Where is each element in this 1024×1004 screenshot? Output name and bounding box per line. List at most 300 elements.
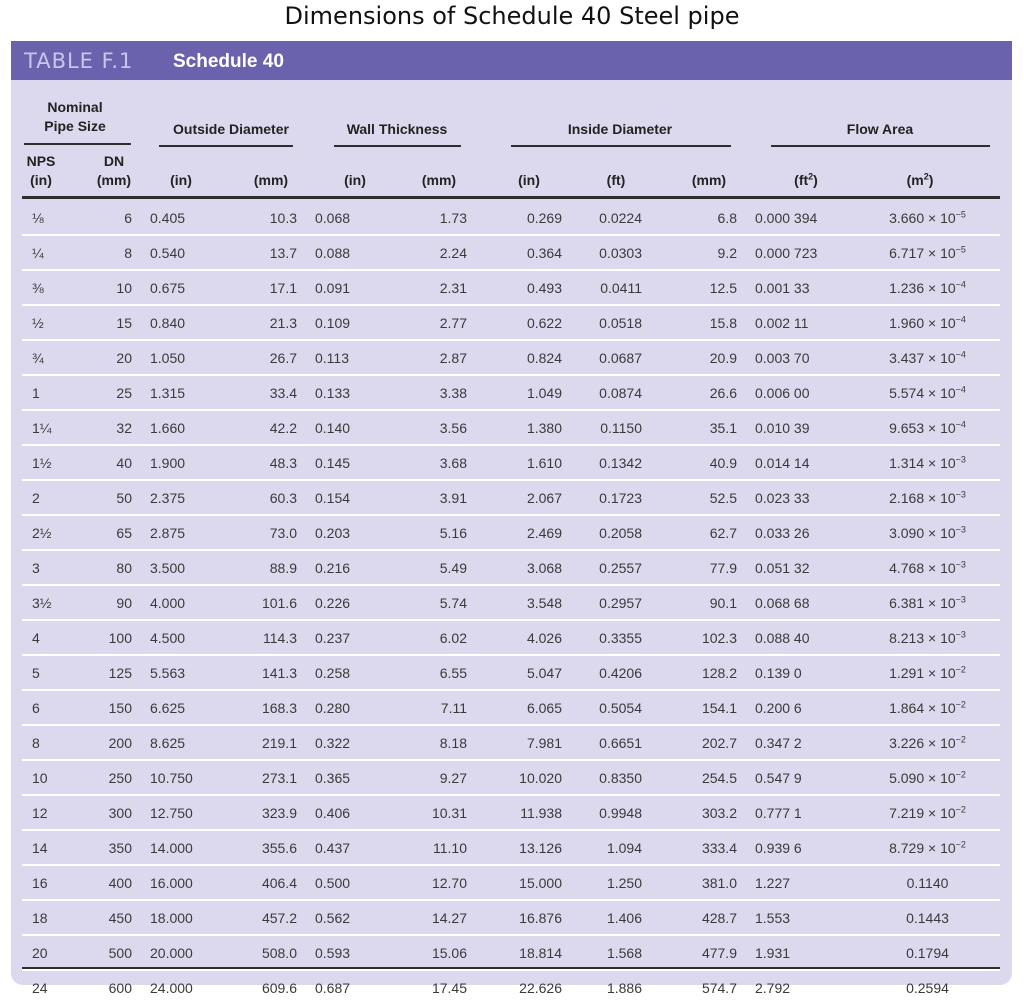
cell-dn: 80 bbox=[62, 550, 140, 585]
cell-od-in: 0.840 bbox=[140, 305, 225, 340]
cell-nps: 4 bbox=[22, 620, 62, 655]
cell-wt-in: 0.088 bbox=[305, 235, 390, 270]
fa-m2-exponent: −3 bbox=[955, 453, 966, 464]
cell-od-mm: 42.2 bbox=[225, 410, 305, 445]
cell-fa-ft2: 0.068 68 bbox=[745, 585, 855, 620]
cell-wt-mm: 10.31 bbox=[390, 795, 475, 830]
fa-m2-exponent: −4 bbox=[955, 313, 966, 324]
table-row bbox=[22, 305, 1000, 340]
cell-nps: ¼ bbox=[22, 235, 62, 270]
cell-od-in: 18.000 bbox=[140, 900, 225, 935]
cell-id-in: 2.469 bbox=[475, 515, 570, 550]
cell-od-mm: 21.3 bbox=[225, 305, 305, 340]
cell-nps: ⅜ bbox=[22, 270, 62, 305]
table-row bbox=[22, 865, 1000, 900]
cell-od-mm: 168.3 bbox=[225, 690, 305, 725]
cell-fa-ft2: 0.033 26 bbox=[745, 515, 855, 550]
cell-wt-in: 0.226 bbox=[305, 585, 390, 620]
cell-od-in: 12.750 bbox=[140, 795, 225, 830]
table-row bbox=[22, 900, 1000, 935]
cell-dn: 90 bbox=[62, 585, 140, 620]
cell-nps: ⅛ bbox=[22, 201, 62, 235]
cell-wt-in: 0.216 bbox=[305, 550, 390, 585]
cell-fa-m2 bbox=[855, 655, 1000, 690]
cell-fa-ft2: 0.051 32 bbox=[745, 550, 855, 585]
cell-id-ft: 0.6651 bbox=[570, 725, 650, 760]
cell-nps: 8 bbox=[22, 725, 62, 760]
cell-id-in: 0.493 bbox=[475, 270, 570, 305]
cell-fa-ft2: 0.014 14 bbox=[745, 445, 855, 480]
fa-m2-mantissa: 6.717 × 10 bbox=[889, 244, 956, 261]
cell-od-in: 0.675 bbox=[140, 270, 225, 305]
header-rule-nominal bbox=[24, 143, 131, 145]
cell-dn: 450 bbox=[62, 900, 140, 935]
header-nominal-line2: Pipe Size bbox=[44, 118, 106, 134]
table-row bbox=[22, 620, 1000, 655]
cell-nps: 1¼ bbox=[22, 410, 62, 445]
table-row bbox=[22, 550, 1000, 585]
header-rule-wall bbox=[334, 145, 461, 147]
table-label: TABLE F.1 bbox=[24, 49, 134, 73]
header-nps bbox=[22, 152, 60, 190]
cell-id-in: 3.548 bbox=[475, 585, 570, 620]
cell-nps: ½ bbox=[22, 305, 62, 340]
cell-wt-in: 0.140 bbox=[305, 410, 390, 445]
header-dn-name: DN bbox=[103, 153, 125, 169]
cell-fa-m2 bbox=[855, 550, 1000, 585]
cell-id-ft: 0.2557 bbox=[570, 550, 650, 585]
header-nps-name: NPS bbox=[26, 153, 56, 169]
header-dn bbox=[93, 152, 135, 190]
cell-id-in: 0.824 bbox=[475, 340, 570, 375]
header-outside-diameter: Outside Diameter bbox=[173, 121, 289, 137]
cell-wt-mm: 6.02 bbox=[390, 620, 475, 655]
cell-wt-mm: 8.18 bbox=[390, 725, 475, 760]
cell-od-mm: 406.4 bbox=[225, 865, 305, 900]
cell-wt-mm: 2.87 bbox=[390, 340, 475, 375]
cell-od-mm: 101.6 bbox=[225, 585, 305, 620]
cell-id-in: 3.068 bbox=[475, 550, 570, 585]
fa-m2-exponent: −5 bbox=[955, 208, 966, 219]
cell-dn: 200 bbox=[62, 725, 140, 760]
cell-od-in: 0.540 bbox=[140, 235, 225, 270]
cell-nps: 18 bbox=[22, 900, 62, 935]
cell-wt-mm: 3.38 bbox=[390, 375, 475, 410]
header-rule-inside bbox=[511, 145, 731, 147]
cell-wt-in: 0.593 bbox=[305, 935, 390, 970]
fa-m2-exponent: −4 bbox=[955, 383, 966, 394]
fa-m2-mantissa: 6.381 × 10 bbox=[889, 594, 956, 611]
table-row bbox=[22, 935, 1000, 970]
header-id-in: (in) bbox=[518, 172, 540, 188]
header-nps-unit: (in) bbox=[30, 172, 52, 188]
cell-od-in: 1.660 bbox=[140, 410, 225, 445]
cell-fa-ft2: 0.010 39 bbox=[745, 410, 855, 445]
cell-wt-mm: 2.24 bbox=[390, 235, 475, 270]
cell-dn: 125 bbox=[62, 655, 140, 690]
cell-wt-mm: 15.06 bbox=[390, 935, 475, 970]
table-row bbox=[22, 725, 1000, 760]
header-fa-m2-pre: (m bbox=[906, 172, 924, 188]
cell-id-in: 4.026 bbox=[475, 620, 570, 655]
header-rule-flow bbox=[771, 145, 990, 147]
cell-fa-ft2: 0.139 0 bbox=[745, 655, 855, 690]
cell-id-in: 10.020 bbox=[475, 760, 570, 795]
cell-wt-mm: 14.27 bbox=[390, 900, 475, 935]
fa-m2-mantissa: 5.090 × 10 bbox=[889, 769, 956, 786]
cell-id-in: 6.065 bbox=[475, 690, 570, 725]
cell-id-ft: 0.1150 bbox=[570, 410, 650, 445]
cell-od-mm: 60.3 bbox=[225, 480, 305, 515]
cell-od-mm: 273.1 bbox=[225, 760, 305, 795]
table-row bbox=[22, 655, 1000, 690]
cell-nps: ¾ bbox=[22, 340, 62, 375]
cell-id-ft: 0.5054 bbox=[570, 690, 650, 725]
cell-id-in: 13.126 bbox=[475, 830, 570, 865]
cell-od-in: 2.875 bbox=[140, 515, 225, 550]
cell-wt-mm: 3.91 bbox=[390, 480, 475, 515]
cell-fa-ft2: 0.347 2 bbox=[745, 725, 855, 760]
table-row bbox=[22, 690, 1000, 725]
header-bottom-rule bbox=[22, 196, 1000, 199]
header-id-mm: (mm) bbox=[691, 172, 727, 188]
cell-wt-in: 0.237 bbox=[305, 620, 390, 655]
cell-fa-m2 bbox=[855, 410, 1000, 445]
cell-id-in: 0.364 bbox=[475, 235, 570, 270]
header-nominal-pipe-size bbox=[25, 98, 125, 136]
cell-id-in: 1.610 bbox=[475, 445, 570, 480]
cell-fa-ft2: 0.000 394 bbox=[745, 201, 855, 235]
cell-fa-ft2: 0.088 40 bbox=[745, 620, 855, 655]
cell-fa-m2 bbox=[855, 795, 1000, 830]
fa-m2-mantissa: 1.864 × 10 bbox=[889, 699, 956, 716]
cell-id-mm: 128.2 bbox=[650, 655, 745, 690]
cell-id-ft: 0.0411 bbox=[570, 270, 650, 305]
cell-od-mm: 10.3 bbox=[225, 201, 305, 235]
cell-od-mm: 141.3 bbox=[225, 655, 305, 690]
cell-od-mm: 114.3 bbox=[225, 620, 305, 655]
header-fa-m2-sup: 2 bbox=[923, 171, 929, 182]
cell-od-in: 1.900 bbox=[140, 445, 225, 480]
cell-od-in: 1.050 bbox=[140, 340, 225, 375]
cell-fa-ft2: 1.553 bbox=[745, 900, 855, 935]
cell-fa-m2 bbox=[855, 620, 1000, 655]
cell-wt-in: 0.258 bbox=[305, 655, 390, 690]
cell-od-mm: 17.1 bbox=[225, 270, 305, 305]
cell-dn: 32 bbox=[62, 410, 140, 445]
cell-nps: 12 bbox=[22, 795, 62, 830]
cell-id-mm: 102.3 bbox=[650, 620, 745, 655]
cell-od-mm: 26.7 bbox=[225, 340, 305, 375]
cell-wt-mm: 9.27 bbox=[390, 760, 475, 795]
cell-fa-ft2: 1.931 bbox=[745, 935, 855, 970]
cell-fa-m2 bbox=[855, 760, 1000, 795]
cell-wt-in: 0.133 bbox=[305, 375, 390, 410]
cell-id-in: 1.049 bbox=[475, 375, 570, 410]
cell-dn: 8 bbox=[62, 235, 140, 270]
table-row bbox=[22, 270, 1000, 305]
header-rule-outside bbox=[159, 145, 293, 147]
cell-id-in: 7.981 bbox=[475, 725, 570, 760]
cell-fa-ft2: 0.001 33 bbox=[745, 270, 855, 305]
cell-fa-ft2: 0.000 723 bbox=[745, 235, 855, 270]
fa-m2-exponent: −3 bbox=[955, 488, 966, 499]
cell-fa-ft2: 1.227 bbox=[745, 865, 855, 900]
fa-m2-mantissa: 7.219 × 10 bbox=[889, 804, 956, 821]
table-row bbox=[22, 340, 1000, 375]
cell-id-mm: 9.2 bbox=[650, 235, 745, 270]
cell-id-ft: 0.2058 bbox=[570, 515, 650, 550]
table-row bbox=[22, 375, 1000, 410]
cell-wt-in: 0.500 bbox=[305, 865, 390, 900]
fa-m2-mantissa: 3.437 × 10 bbox=[889, 349, 956, 366]
cell-id-mm: 154.1 bbox=[650, 690, 745, 725]
cell-id-ft: 0.0224 bbox=[570, 201, 650, 235]
header-nominal-line1: Nominal bbox=[47, 99, 103, 115]
cell-wt-mm: 17.45 bbox=[431, 979, 467, 996]
fa-m2-mantissa: 3.660 × 10 bbox=[889, 209, 956, 226]
cell-wt-in: 0.322 bbox=[305, 725, 390, 760]
cell-wt-in: 0.154 bbox=[305, 480, 390, 515]
cell-fa-m2 bbox=[855, 375, 1000, 410]
cell-id-ft: 0.0687 bbox=[570, 340, 650, 375]
header-fa-ft2-pre: (ft bbox=[794, 172, 809, 188]
cell-fa-m2 bbox=[855, 830, 1000, 865]
cell-od-mm: 508.0 bbox=[225, 935, 305, 970]
cell-nps: 3½ bbox=[22, 585, 62, 620]
cell-od-in: 4.000 bbox=[140, 585, 225, 620]
cell-wt-in: 0.280 bbox=[305, 690, 390, 725]
cell-id-mm: 428.7 bbox=[650, 900, 745, 935]
cell-wt-mm: 2.31 bbox=[390, 270, 475, 305]
header-inside-diameter: Inside Diameter bbox=[567, 121, 673, 137]
cell-id-in: 5.047 bbox=[475, 655, 570, 690]
cell-fa-m2 bbox=[855, 235, 1000, 270]
cell-wt-in: 0.687 bbox=[315, 979, 351, 996]
cell-fa-m2 bbox=[855, 445, 1000, 480]
cell-fa-m2: 0.1443 bbox=[855, 900, 1000, 935]
cell-id-ft: 0.3355 bbox=[570, 620, 650, 655]
fa-m2-mantissa: 4.768 × 10 bbox=[889, 559, 956, 576]
cell-fa-m2 bbox=[855, 585, 1000, 620]
fa-m2-exponent: −2 bbox=[955, 698, 966, 709]
table-row bbox=[22, 201, 1000, 235]
cell-od-mm: 323.9 bbox=[225, 795, 305, 830]
header-dn-unit: (mm) bbox=[96, 172, 132, 188]
fa-m2-mantissa: 3.226 × 10 bbox=[889, 734, 956, 751]
header-fa-ft2-post: ) bbox=[813, 172, 818, 188]
cell-od-in: 0.405 bbox=[140, 201, 225, 235]
table-row bbox=[22, 515, 1000, 550]
cell-nps: 1 bbox=[22, 375, 62, 410]
cell-fa-m2 bbox=[855, 480, 1000, 515]
cell-id-mm: 254.5 bbox=[650, 760, 745, 795]
cell-id-ft: 0.2957 bbox=[570, 585, 650, 620]
table-row bbox=[22, 970, 1000, 1004]
cell-id-in: 0.269 bbox=[475, 201, 570, 235]
cell-id-in: 2.067 bbox=[475, 480, 570, 515]
cell-wt-mm: 3.56 bbox=[390, 410, 475, 445]
cell-od-mm: 73.0 bbox=[225, 515, 305, 550]
cell-wt-in: 0.437 bbox=[305, 830, 390, 865]
cell-od-in: 1.315 bbox=[140, 375, 225, 410]
cell-fa-m2: 0.2594 bbox=[906, 979, 949, 996]
cell-dn: 15 bbox=[62, 305, 140, 340]
cell-dn: 10 bbox=[62, 270, 140, 305]
cell-fa-m2: 0.1794 bbox=[855, 935, 1000, 970]
cell-fa-m2 bbox=[855, 270, 1000, 305]
page-title: Dimensions of Schedule 40 Steel pipe bbox=[284, 2, 740, 30]
header-wt-in: (in) bbox=[344, 172, 366, 188]
cell-id-mm: 52.5 bbox=[650, 480, 745, 515]
cell-id-ft: 0.4206 bbox=[570, 655, 650, 690]
fa-m2-exponent: −5 bbox=[955, 243, 966, 254]
table-row bbox=[22, 760, 1000, 795]
cell-dn: 400 bbox=[62, 865, 140, 900]
cell-od-mm: 88.9 bbox=[225, 550, 305, 585]
fa-m2-exponent: −2 bbox=[955, 663, 966, 674]
cell-nps: 2 bbox=[22, 480, 62, 515]
table-row bbox=[22, 445, 1000, 480]
cell-fa-m2 bbox=[855, 201, 1000, 235]
cell-id-ft: 1.886 bbox=[606, 979, 642, 996]
cell-dn: 250 bbox=[62, 760, 140, 795]
cell-id-mm: 77.9 bbox=[650, 550, 745, 585]
cell-od-in: 5.563 bbox=[140, 655, 225, 690]
cell-id-mm: 6.8 bbox=[650, 201, 745, 235]
fa-m2-mantissa: 5.574 × 10 bbox=[889, 384, 956, 401]
cell-id-ft: 0.1342 bbox=[570, 445, 650, 480]
table-card bbox=[11, 41, 1012, 996]
cell-wt-mm: 3.68 bbox=[390, 445, 475, 480]
fa-m2-exponent: −2 bbox=[955, 838, 966, 849]
cell-nps: 3 bbox=[22, 550, 62, 585]
cell-od-mm: 48.3 bbox=[225, 445, 305, 480]
cell-fa-m2 bbox=[855, 515, 1000, 550]
cell-id-mm: 40.9 bbox=[650, 445, 745, 480]
cell-nps: 5 bbox=[22, 655, 62, 690]
cell-id-mm: 62.7 bbox=[650, 515, 745, 550]
fa-m2-mantissa: 1.314 × 10 bbox=[889, 454, 956, 471]
cell-id-ft: 0.9948 bbox=[570, 795, 650, 830]
cell-nps: 20 bbox=[22, 935, 62, 970]
table-name: Schedule 40 bbox=[173, 51, 284, 72]
cell-id-in: 1.380 bbox=[475, 410, 570, 445]
cell-id-ft: 0.0874 bbox=[570, 375, 650, 410]
cell-fa-m2 bbox=[855, 690, 1000, 725]
cell-od-in: 14.000 bbox=[140, 830, 225, 865]
cell-fa-ft2: 0.023 33 bbox=[745, 480, 855, 515]
fa-m2-mantissa: 1.960 × 10 bbox=[889, 314, 956, 331]
cell-id-mm: 26.6 bbox=[650, 375, 745, 410]
header-flow-area: Flow Area bbox=[846, 121, 914, 137]
header-od-mm: (mm) bbox=[253, 172, 289, 188]
header-fa-m2-post: ) bbox=[928, 172, 934, 188]
cell-od-in: 3.500 bbox=[140, 550, 225, 585]
cell-od-mm: 457.2 bbox=[225, 900, 305, 935]
cell-id-mm: 12.5 bbox=[650, 270, 745, 305]
cell-wt-in: 0.109 bbox=[305, 305, 390, 340]
cell-wt-in: 0.365 bbox=[305, 760, 390, 795]
cell-od-mm: 13.7 bbox=[225, 235, 305, 270]
cell-id-in: 11.938 bbox=[475, 795, 570, 830]
cell-wt-in: 0.406 bbox=[305, 795, 390, 830]
cell-wt-mm: 11.10 bbox=[390, 830, 475, 865]
cell-wt-mm: 5.49 bbox=[390, 550, 475, 585]
cell-wt-mm: 6.55 bbox=[390, 655, 475, 690]
cell-id-mm: 20.9 bbox=[650, 340, 745, 375]
fa-m2-exponent: −2 bbox=[955, 803, 966, 814]
header-od-in: (in) bbox=[170, 172, 192, 188]
cell-nps: 2½ bbox=[22, 515, 62, 550]
cell-nps: 16 bbox=[22, 865, 62, 900]
cell-dn: 50 bbox=[62, 480, 140, 515]
cell-fa-ft2: 0.547 9 bbox=[745, 760, 855, 795]
table-row bbox=[22, 480, 1000, 515]
cell-od-in: 8.625 bbox=[140, 725, 225, 760]
cell-wt-in: 0.113 bbox=[305, 340, 390, 375]
cell-od-in: 4.500 bbox=[140, 620, 225, 655]
cell-id-mm: 303.2 bbox=[650, 795, 745, 830]
cell-id-in: 22.626 bbox=[519, 979, 562, 996]
fa-m2-exponent: −4 bbox=[955, 278, 966, 289]
cell-wt-in: 0.562 bbox=[305, 900, 390, 935]
fa-m2-exponent: −3 bbox=[955, 558, 966, 569]
cell-fa-ft2: 0.006 00 bbox=[745, 375, 855, 410]
cell-dn: 100 bbox=[62, 620, 140, 655]
cell-od-in: 16.000 bbox=[140, 865, 225, 900]
cell-fa-ft2: 0.939 6 bbox=[745, 830, 855, 865]
cell-dn: 25 bbox=[62, 375, 140, 410]
cell-dn: 350 bbox=[62, 830, 140, 865]
cell-id-ft: 1.250 bbox=[570, 865, 650, 900]
cell-od-in: 6.625 bbox=[140, 690, 225, 725]
header-fa-m2 bbox=[895, 171, 945, 190]
pipe-data-table bbox=[22, 201, 1000, 1004]
cell-wt-in: 0.068 bbox=[305, 201, 390, 235]
cell-od-mm: 219.1 bbox=[225, 725, 305, 760]
fa-m2-mantissa: 8.213 × 10 bbox=[889, 629, 956, 646]
cell-dn: 6 bbox=[62, 201, 140, 235]
cell-fa-m2 bbox=[855, 340, 1000, 375]
cell-dn: 20 bbox=[62, 340, 140, 375]
cell-nps: 6 bbox=[22, 690, 62, 725]
table-body bbox=[22, 201, 1000, 1004]
fa-m2-exponent: −4 bbox=[955, 418, 966, 429]
cell-id-mm: 477.9 bbox=[650, 935, 745, 970]
fa-m2-exponent: −2 bbox=[955, 733, 966, 744]
fa-m2-mantissa: 9.653 × 10 bbox=[889, 419, 956, 436]
cell-od-in: 20.000 bbox=[140, 935, 225, 970]
cell-id-in: 18.814 bbox=[475, 935, 570, 970]
cell-od-in: 24.000 bbox=[150, 979, 193, 996]
fa-m2-exponent: −4 bbox=[955, 348, 966, 359]
cell-od-in: 2.375 bbox=[140, 480, 225, 515]
cell-id-ft: 0.0303 bbox=[570, 235, 650, 270]
header-wt-mm: (mm) bbox=[421, 172, 457, 188]
table-row bbox=[22, 830, 1000, 865]
cell-dn: 40 bbox=[62, 445, 140, 480]
cell-wt-mm: 5.16 bbox=[390, 515, 475, 550]
cell-od-mm: 609.6 bbox=[261, 979, 297, 996]
cell-id-ft: 0.0518 bbox=[570, 305, 650, 340]
cell-wt-in: 0.091 bbox=[305, 270, 390, 305]
cell-nps: 1½ bbox=[22, 445, 62, 480]
cell-od-mm: 355.6 bbox=[225, 830, 305, 865]
cell-od-mm: 33.4 bbox=[225, 375, 305, 410]
table-row bbox=[22, 585, 1000, 620]
header-fa-ft2 bbox=[781, 171, 831, 190]
